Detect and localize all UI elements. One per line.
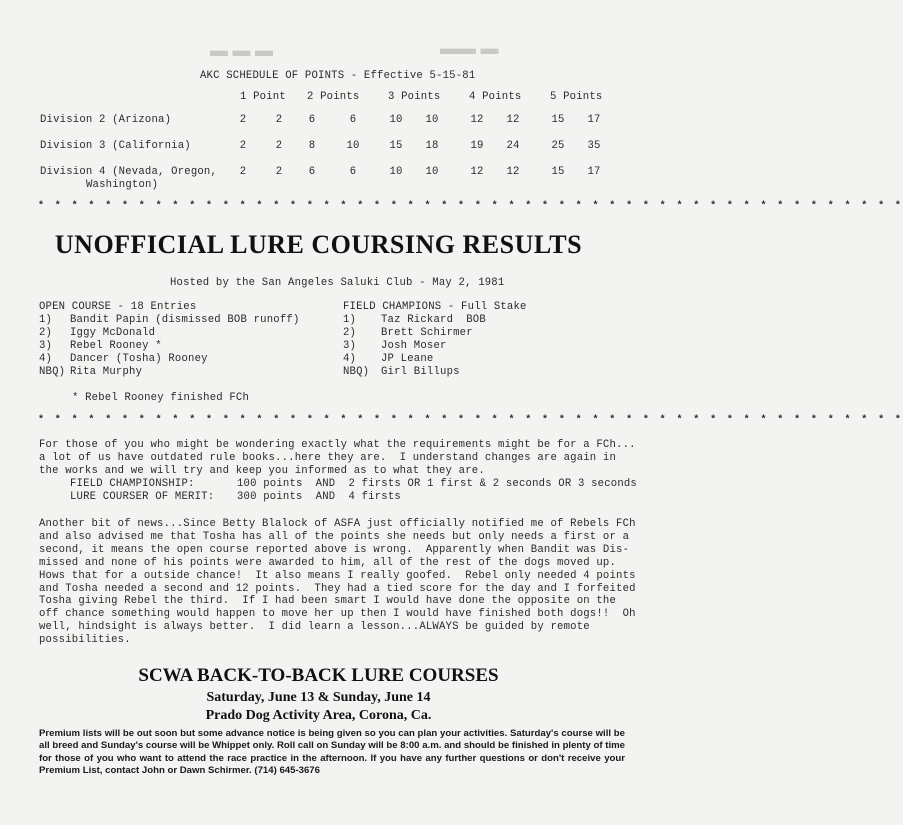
akc-cell: 2 bbox=[239, 166, 247, 178]
akc-cell: 10 bbox=[425, 114, 439, 126]
header-4-points: 4 Points bbox=[469, 91, 522, 103]
entry-place: 2) bbox=[343, 327, 357, 339]
akc-cell: 12 bbox=[470, 114, 484, 126]
entry-place: 4) bbox=[39, 353, 53, 365]
news-line: off chance something would happen to move her up then I would have finished both dogs!! Oh bbox=[39, 608, 636, 621]
entry-name: Dancer (Tosha) Rooney bbox=[70, 353, 208, 365]
akc-cell: 2 bbox=[275, 114, 283, 126]
akc-row-label: Division 4 (Nevada, Oregon, bbox=[40, 166, 218, 178]
akc-cell: 6 bbox=[308, 114, 316, 126]
header-2-points: 2 Points bbox=[307, 91, 360, 103]
entry-name: Iggy McDonald bbox=[70, 327, 156, 339]
akc-cell: 24 bbox=[506, 140, 520, 152]
bleed-through-mark: ▬ ▬ ▬ bbox=[210, 40, 273, 60]
lure-courser-text: 300 points AND 4 firsts bbox=[237, 491, 401, 503]
field-championship-title: FIELD CHAMPIONSHIP: bbox=[70, 478, 195, 490]
entry-name: JP Leane bbox=[381, 353, 434, 365]
bleed-through-mark: ▬▬ ▬ bbox=[440, 38, 499, 58]
header-5-points: 5 Points bbox=[550, 91, 603, 103]
page-title: UNOFFICIAL LURE COURSING RESULTS bbox=[54, 230, 583, 259]
news-line: well, hindsight is always better. I did learn a lesson...ALWAYS be guided by remote bbox=[39, 621, 590, 634]
akc-cell: 18 bbox=[425, 140, 439, 152]
entry-place: NBQ) bbox=[39, 366, 66, 378]
akc-cell: 19 bbox=[470, 140, 484, 152]
akc-cell: 6 bbox=[349, 166, 357, 178]
akc-cell: 10 bbox=[425, 166, 439, 178]
header-3-points: 3 Points bbox=[388, 91, 441, 103]
scwa-location: Prado Dog Activity Area, Corona, Ca. bbox=[205, 708, 432, 723]
entry-name: Taz Rickard BOB bbox=[381, 314, 486, 326]
separator-line: * * * * * * * * * * * * * * * * * * * * * * * * * * * * * * * * * * * * * * * * * * * * * * * * * * * * bbox=[38, 201, 903, 212]
akc-schedule-title: AKC SCHEDULE OF POINTS - Effective 5-15-81 bbox=[200, 70, 476, 82]
hosted-by: Hosted by the San Angeles Saluki Club - May 2, 1981 bbox=[170, 277, 505, 289]
news-line: missed and none of his points were awarded to him, all of the rest of the dogs moved up. bbox=[39, 556, 617, 569]
entry-name: Rebel Rooney * bbox=[70, 340, 162, 352]
news-line: Another bit of news...Since Betty Blalock of ASFA just officially notified me of Rebels FCh bbox=[39, 518, 636, 530]
entry-name: Brett Schirmer bbox=[381, 327, 473, 339]
akc-cell: 12 bbox=[506, 166, 520, 178]
akc-cell: 15 bbox=[551, 166, 565, 178]
separator-line: * * * * * * * * * * * * * * * * * * * * * * * * * * * * * * * * * * * * * * * * * * * * * * * * * * * * bbox=[38, 415, 903, 426]
akc-row-label: Division 2 (Arizona) bbox=[40, 114, 172, 126]
akc-cell: 10 bbox=[389, 166, 403, 178]
akc-cell: 6 bbox=[308, 166, 316, 178]
entry-place: NBQ) bbox=[343, 366, 370, 378]
scwa-dates: Saturday, June 13 & Sunday, June 14 bbox=[206, 690, 431, 705]
akc-cell: 10 bbox=[389, 114, 403, 126]
news-line: possibilities. bbox=[39, 634, 131, 647]
entry-name: Josh Moser bbox=[381, 340, 447, 352]
field-championship-text: 100 points AND 2 firsts OR 1 first & 2 seconds OR 3 seconds bbox=[237, 478, 637, 490]
entry-name: Bandit Papin (dismissed BOB runoff) bbox=[70, 314, 300, 326]
news-line: second, it means the open course reported above is wrong. Apparently when Bandit was Dis- bbox=[39, 543, 630, 556]
requirements-line: a lot of us have outdated rule books...here they are. I understand changes are again in bbox=[39, 452, 617, 464]
akc-cell: 35 bbox=[587, 140, 601, 152]
field-champions-heading: FIELD CHAMPIONS - Full Stake bbox=[343, 301, 527, 313]
news-line: Tosha giving Rebel the third. If I had been smart I would have done the opposite on the bbox=[39, 595, 617, 608]
news-line: Hows that for a outside chance! It also means I really goofed. Rebel only needed 4 points bbox=[39, 569, 636, 582]
akc-cell: 6 bbox=[349, 114, 357, 126]
footnote: * Rebel Rooney finished FCh bbox=[72, 392, 250, 404]
entry-place: 4) bbox=[343, 353, 357, 365]
akc-cell: 8 bbox=[308, 140, 316, 152]
entry-place: 1) bbox=[39, 314, 53, 326]
akc-cell: 25 bbox=[551, 140, 565, 152]
requirements-line: For those of you who might be wondering exactly what the requirements might be for a FCh... bbox=[39, 439, 636, 451]
entry-name: Girl Billups bbox=[381, 366, 460, 378]
akc-cell: 2 bbox=[239, 114, 247, 126]
akc-cell: 17 bbox=[587, 166, 601, 178]
lure-courser-title: LURE COURSER OF MERIT: bbox=[70, 491, 215, 503]
open-course-heading: OPEN COURSE - 18 Entries bbox=[39, 301, 197, 313]
akc-cell: 2 bbox=[275, 166, 283, 178]
header-1-point: 1 Point bbox=[240, 91, 286, 103]
akc-row-label: Division 3 (California) bbox=[40, 140, 191, 152]
akc-cell: 17 bbox=[587, 114, 601, 126]
scwa-title: SCWA BACK-TO-BACK LURE COURSES bbox=[138, 665, 499, 686]
news-line: and also advised me that Tosha has all of the points she needs but only needs a first or a bbox=[39, 530, 630, 543]
entry-place: 2) bbox=[39, 327, 53, 339]
entry-place: 3) bbox=[343, 340, 357, 352]
akc-cell: 15 bbox=[551, 114, 565, 126]
akc-row-label-cont: Washington) bbox=[86, 179, 159, 191]
akc-cell: 15 bbox=[389, 140, 403, 152]
requirements-line: the works and we will try and keep you informed as to what they are. bbox=[39, 465, 485, 477]
entry-place: 3) bbox=[39, 340, 53, 352]
akc-cell: 12 bbox=[470, 166, 484, 178]
akc-cell: 10 bbox=[346, 140, 360, 152]
akc-cell: 2 bbox=[275, 140, 283, 152]
entry-place: 1) bbox=[343, 314, 357, 326]
akc-cell: 2 bbox=[239, 140, 247, 152]
premium-notice: Premium lists will be out soon but some advance notice is being given so you can plan your activities. Saturday's course will be all breed and Sunday's course will be Whippet only. Roll call on Sunday will be 8:00 a.m. and should be finished in plenty of time for those of you who want to attend the race practice in the afternoon. If you have any further questions or don't receive your Premium List, contact John or Dawn Schirmer. (714) 645-3676 bbox=[39, 728, 625, 777]
akc-cell: 12 bbox=[506, 114, 520, 126]
entry-name: Rita Murphy bbox=[70, 366, 143, 378]
news-line: and Tosha needed a second and 12 points. They had a tied score for the day and I forfeited bbox=[39, 582, 636, 595]
